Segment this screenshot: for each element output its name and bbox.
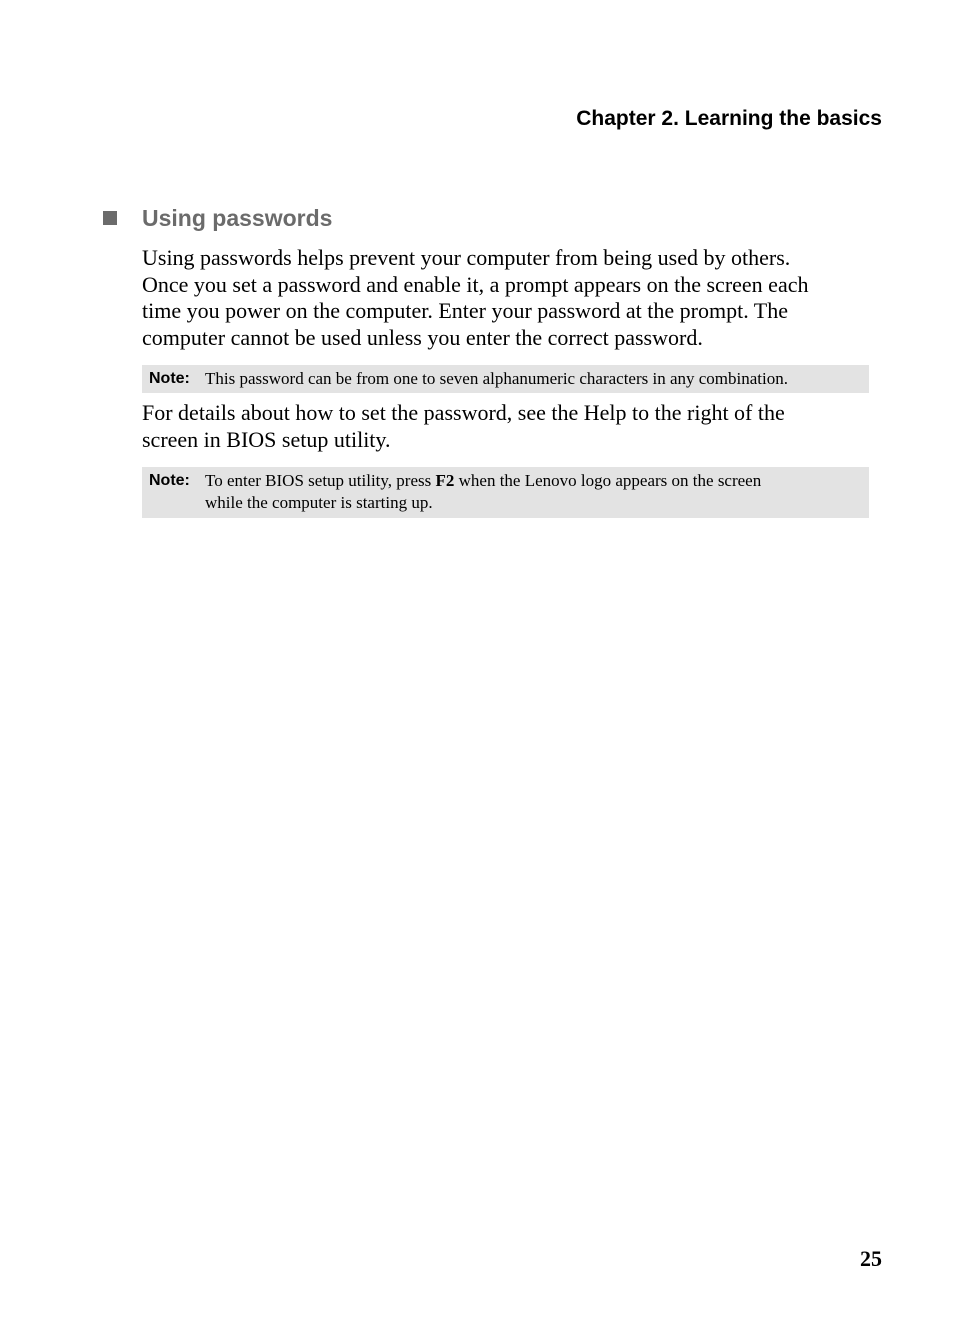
note-label: Note:	[149, 370, 190, 387]
note-box-password-length	[142, 365, 869, 393]
paragraph-line: Once you set a password and enable it, a prompt appears on the screen each	[142, 271, 809, 297]
page-number: 25	[860, 1246, 882, 1271]
paragraph-line: computer cannot be used unless you enter the correct password.	[142, 324, 703, 350]
square-bullet-icon	[103, 211, 117, 225]
paragraph-line: time you power on the computer. Enter your password at the prompt. The	[142, 298, 789, 323]
note-text	[205, 470, 761, 518]
key-f2: F2	[435, 471, 455, 490]
note-label: Note:	[149, 472, 190, 489]
section-heading	[103, 202, 883, 234]
paragraph-line: Using passwords helps prevent your computer from being used by others.	[142, 245, 791, 270]
note-box-bios-setup	[142, 467, 869, 518]
note-line: while the computer is starting up.	[205, 493, 433, 512]
paragraph-line: For details about how to set the password, see the Help to the right of the	[142, 400, 785, 425]
section-title: Using passwords	[142, 204, 333, 231]
chapter-header: Chapter 2. Learning the basics	[576, 107, 882, 130]
note-text-before-key: To enter BIOS setup utility, press	[205, 471, 436, 490]
paragraph-line: screen in BIOS setup utility.	[142, 426, 391, 452]
section-using-passwords	[103, 202, 883, 234]
note-text: This password can be from one to seven alphanumeric characters in any combination.	[205, 369, 788, 388]
note-line	[205, 470, 761, 492]
paragraph-details	[142, 400, 882, 453]
note-text-after-key: when the Lenovo logo appears on the screen	[454, 471, 762, 490]
paragraph-intro	[142, 245, 882, 351]
